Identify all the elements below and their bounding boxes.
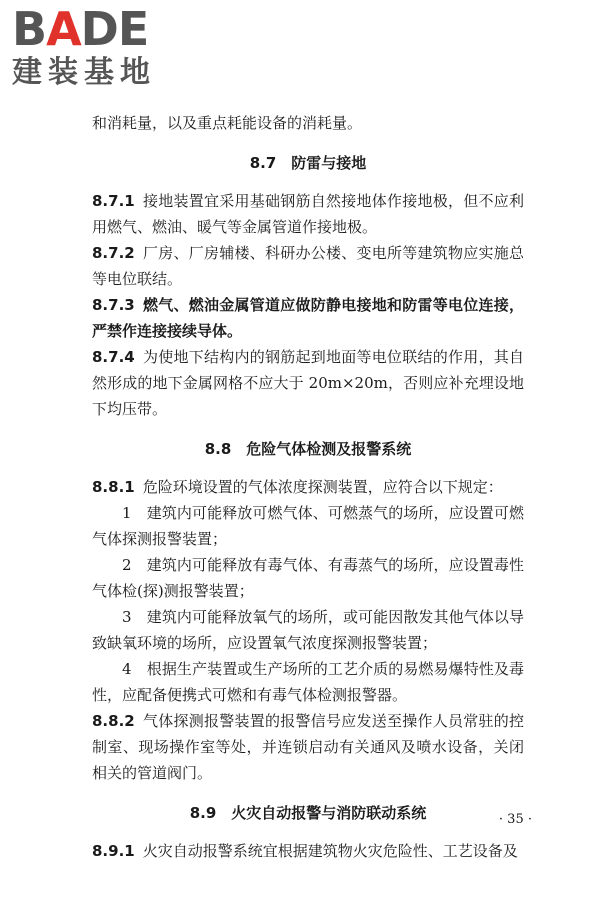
clause-text: 气体探测报警装置的报警信号应发送至操作人员常驻的控制室、现场操作室等处，并连锁启动有关通风及喷水设备，关闭相关的管道阀门。 [92,712,524,782]
section-heading-8-8: 8.8 危险气体检测及报警系统 [204,440,412,458]
logo-subtitle: 建装基地 [12,55,156,90]
clause-number: 8.7.1 [92,192,135,210]
list-item-2: 2 建筑内可能释放有毒气体、有毒蒸气的场所，应设置毒性气体检(探)测报警装置； [92,556,524,600]
clause-8-7-3 [92,292,524,344]
clause-text: 接地装置宜采用基础钢筋自然接地体作接地极，但不应利用燃气、燃油、暖气等金属管道作接地极。 [92,192,524,236]
clause-number: 8.8.2 [92,712,135,730]
clause-number: 8.7.3 [92,296,135,314]
clause-8-7-2 [92,240,524,292]
clause-number: 8.7.2 [92,244,135,262]
clause-8-9-1 [92,838,524,864]
clause-text: 火灾自动报警系统宜根据建筑物火灾危险性、工艺设备及 [142,842,518,860]
bade-logo [12,4,182,96]
logo-letter-b: B [12,2,47,56]
clause-text: 燃气、燃油金属管道应做防静电接地和防雷等电位连接，严禁作连接接续导体。 [92,296,524,340]
logo-letter-a: A [46,2,81,56]
clause-8-8-2 [92,708,524,786]
clause-8-7-4 [92,344,524,422]
list-item-4: 4 根据生产装置或生产场所的工艺介质的易燃易爆特性及毒性，应配备便携式可燃和有毒气体检测报警器。 [92,660,524,704]
clause-text: 危险环境设置的气体浓度探测装置，应符合以下规定： [142,478,503,496]
page-number: · 35 · [498,812,532,827]
document-page [92,110,524,864]
clause-8-8-1 [92,474,524,500]
section-heading-8-7: 8.7 防雷与接地 [249,154,367,172]
logo-wordmark [12,4,182,54]
clause-number: 8.9.1 [92,842,135,860]
clause-text: 厂房、厂房辅楼、科研办公楼、变电所等建筑物应实施总等电位联结。 [92,244,524,288]
list-item-1: 1 建筑内可能释放可燃气体、可燃蒸气的场所，应设置可燃气体探测报警装置； [92,504,524,548]
list-item-3: 3 建筑内可能释放氧气的场所，或可能因散发其他气体以导致缺氧环境的场所，应设置氧气浓度探测报警装置； [92,608,524,652]
logo-letters-de: DE [80,2,149,56]
clause-number: 8.8.1 [92,478,135,496]
intro-text: 和消耗量，以及重点耗能设备的消耗量。 [92,114,363,132]
clause-8-7-1 [92,188,524,240]
section-heading-8-9: 8.9 火灾自动报警与消防联动系统 [189,804,427,822]
clause-text: 为使地下结构内的钢筋起到地面等电位联结的作用，其自然形成的地下金属网格不应大于 20m×20m，否则应补充埋设地下均压带。 [92,348,524,418]
clause-number: 8.7.4 [92,348,135,366]
